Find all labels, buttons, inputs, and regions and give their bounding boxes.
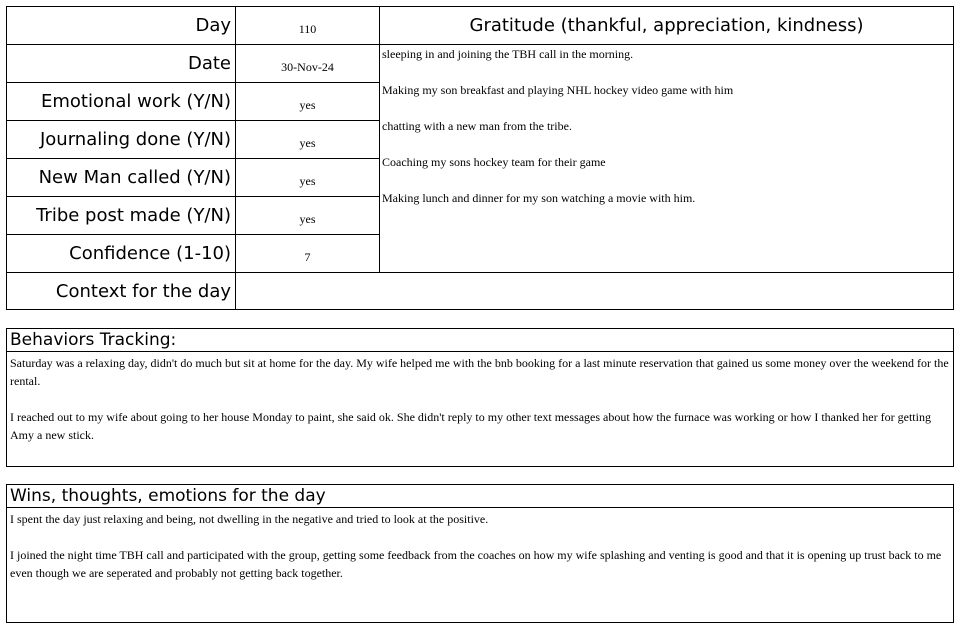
- behaviors-paragraph-1: Saturday was a relaxing day, didn't do much but sit at home for the day. My wife helped me with the bnb booking for a last minute reservation that gained us some money over the weekend for the rental.: [10, 356, 949, 388]
- context-value: [235, 272, 953, 310]
- tribe-post-value: yes: [235, 196, 379, 234]
- gratitude-item-5: Making lunch and dinner for my son watching a movie with him.: [382, 191, 696, 205]
- day-value: 110: [235, 6, 379, 44]
- confidence-value: 7: [235, 234, 379, 272]
- gratitude-item-4: Coaching my sons hockey team for their game: [382, 155, 606, 169]
- new-man-called-value: yes: [235, 158, 379, 196]
- emotional-work-label: Emotional work (Y/N): [6, 82, 235, 120]
- daily-log-table: [6, 6, 954, 310]
- confidence-label: Confidence (1-10): [6, 234, 235, 272]
- journaling-label: Journaling done (Y/N): [6, 120, 235, 158]
- behaviors-section: [6, 328, 954, 467]
- date-label: Date: [6, 44, 235, 82]
- behaviors-title: Behaviors Tracking:: [7, 329, 953, 352]
- wins-paragraph-1: I spent the day just relaxing and being, not dwelling in the negative and tried to look at the positive.: [10, 512, 489, 526]
- gratitude-item-1: sleeping in and joining the TBH call in the morning.: [382, 47, 634, 61]
- emotional-work-value: yes: [235, 82, 379, 120]
- journaling-value: yes: [235, 120, 379, 158]
- behaviors-paragraph-2: I reached out to my wife about going to her house Monday to paint, she said ok. She didn't reply to my other text messages about how the furnace was working or how I thanked her for getting Amy a new stick.: [10, 410, 931, 442]
- gratitude-title: Gratitude (thankful, appreciation, kindness): [379, 6, 953, 44]
- wins-paragraph-2: I joined the night time TBH call and participated with the group, getting some feedback from the coaches on how my wife splashing and venting is good and that it is opening up trust back to me even though we are seperated and probably not getting back together.: [10, 548, 942, 580]
- new-man-called-label: New Man called (Y/N): [6, 158, 235, 196]
- date-value: 30-Nov-24: [235, 44, 379, 82]
- tribe-post-label: Tribe post made (Y/N): [6, 196, 235, 234]
- day-label: Day: [6, 6, 235, 44]
- wins-section: [6, 484, 954, 623]
- gratitude-item-2: Making my son breakfast and playing NHL hockey video game with him: [382, 83, 734, 97]
- gratitude-item-3: chatting with a new man from the tribe.: [382, 119, 572, 133]
- wins-title: Wins, thoughts, emotions for the day: [7, 485, 953, 508]
- context-label: Context for the day: [6, 272, 235, 310]
